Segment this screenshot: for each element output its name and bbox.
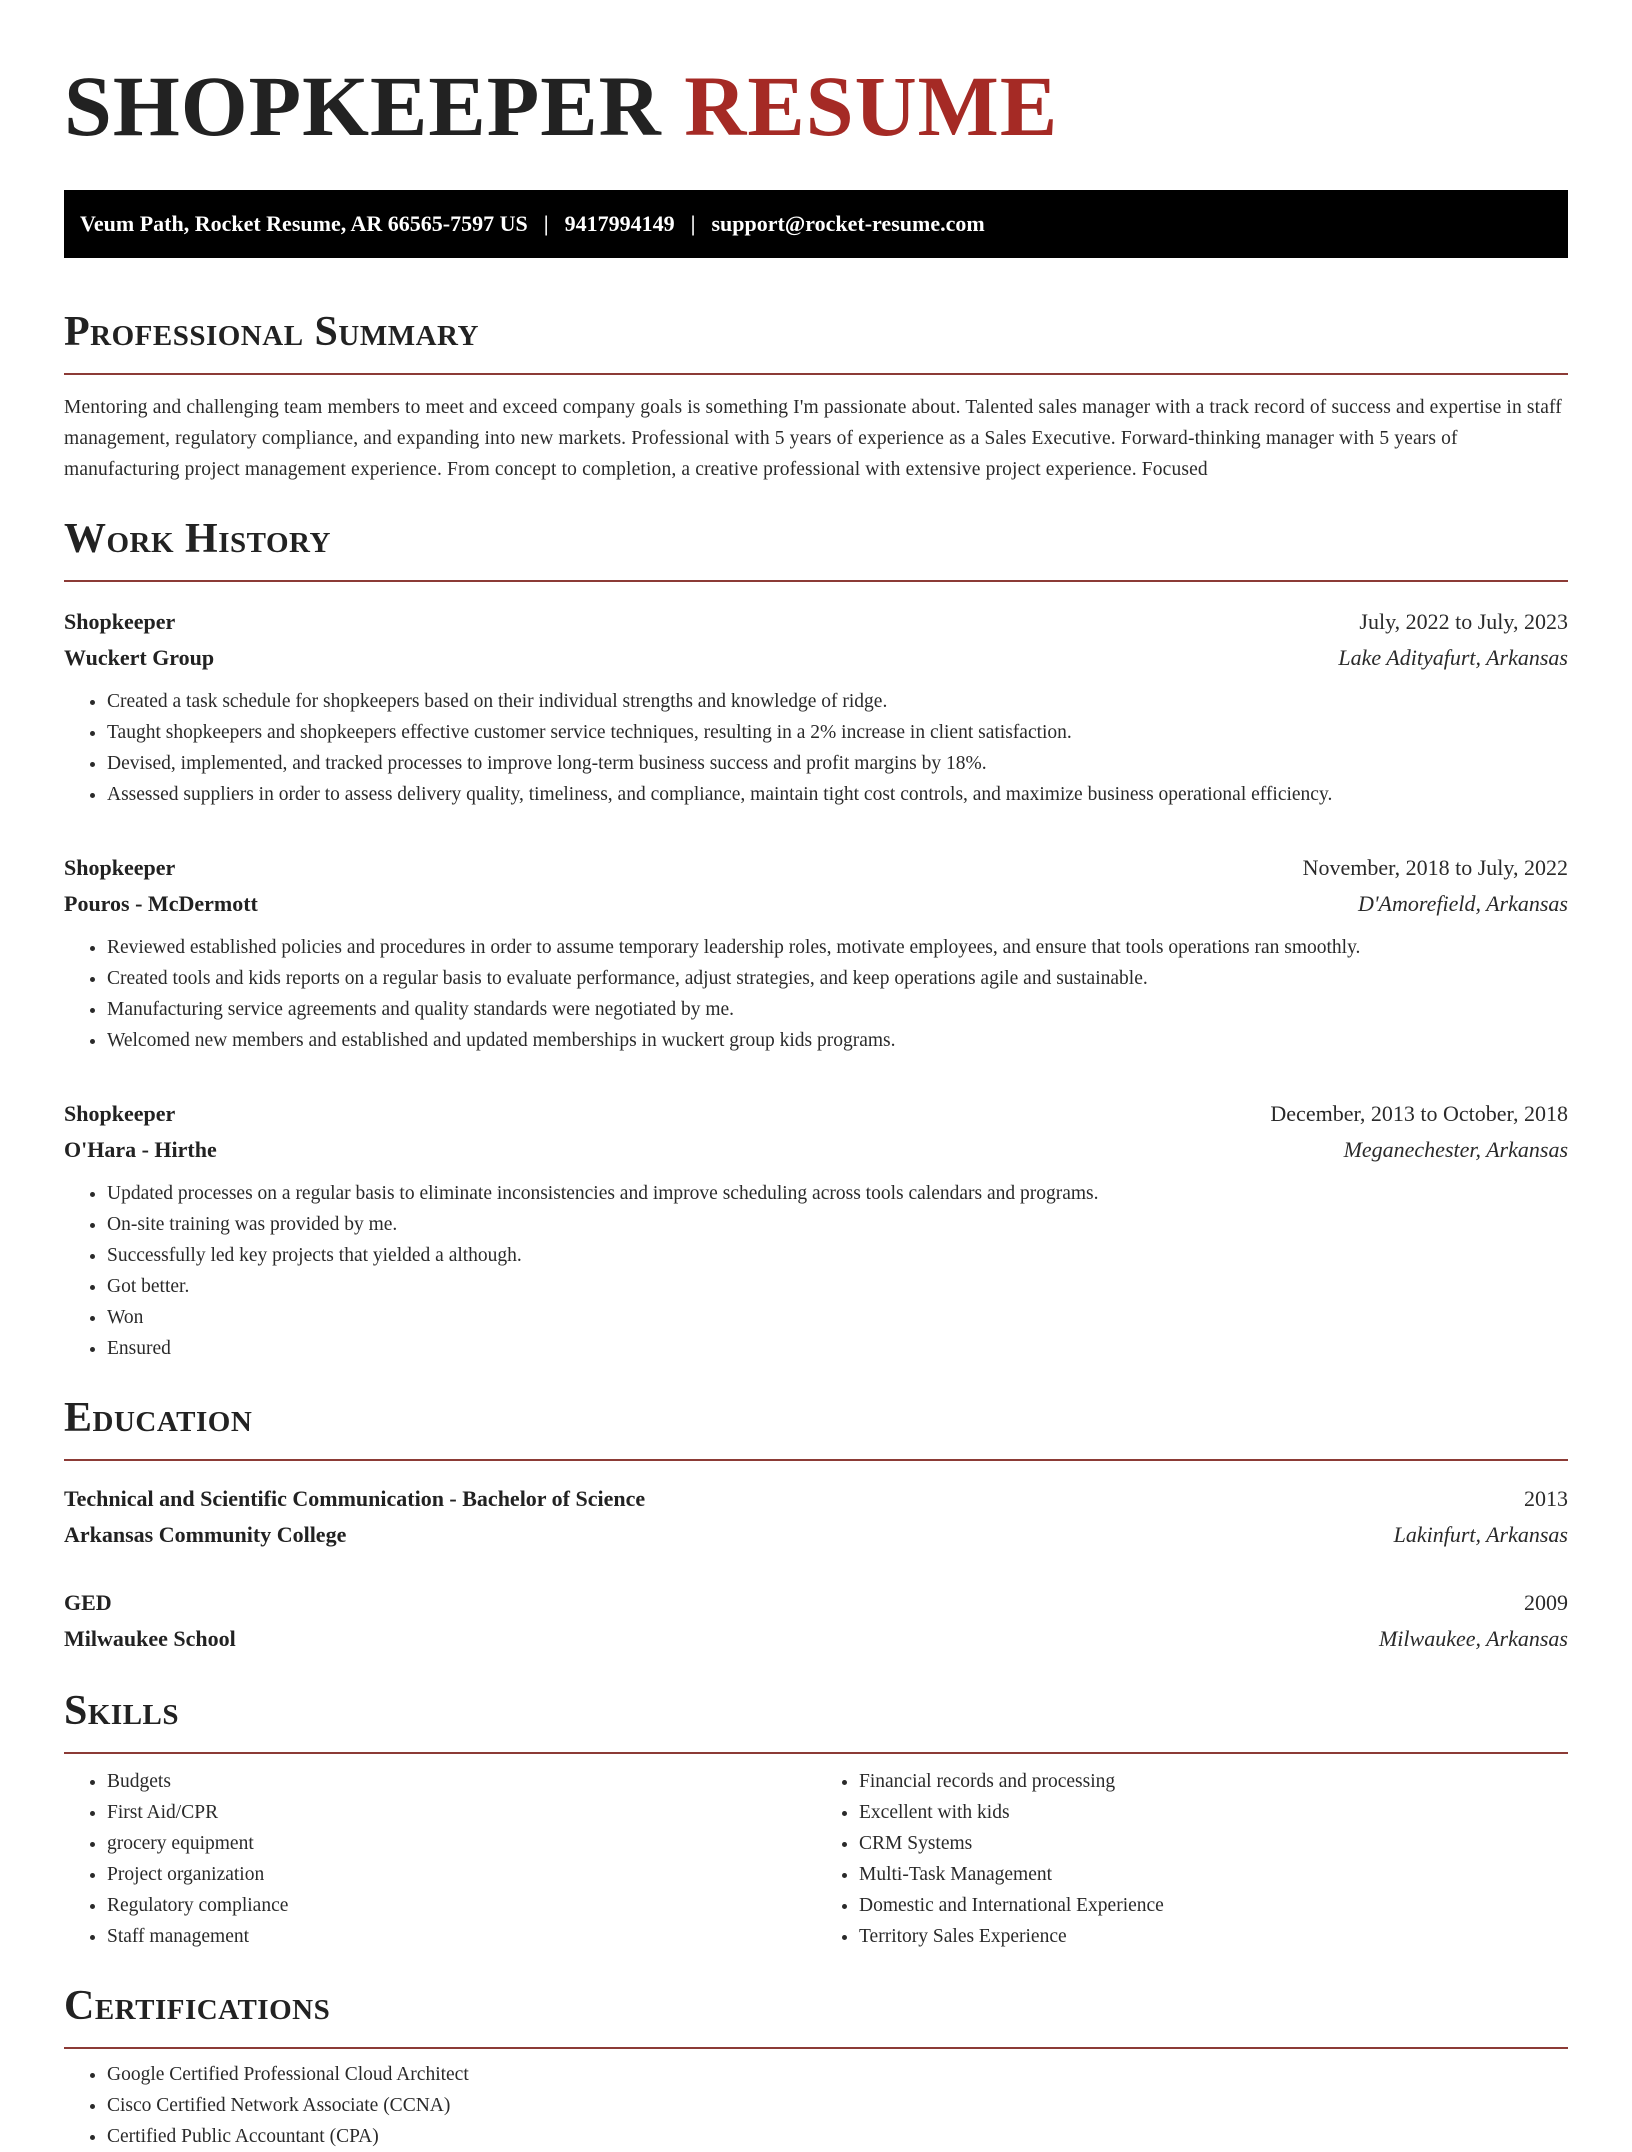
skills-list-right: [816, 1766, 1568, 1952]
skill-item: • Staff management: [107, 1921, 816, 1952]
skill-item: • Budgets: [107, 1766, 816, 1797]
job-bullet: • Ensured: [107, 1333, 1568, 1364]
skill-item: • Territory Sales Experience: [859, 1921, 1568, 1952]
skill-item: • Excellent with kids: [859, 1797, 1568, 1828]
education-school: Milwaukee School: [64, 1626, 236, 1651]
job-bullet: • Successfully led key projects that yielded a although.: [107, 1240, 1568, 1271]
job-bullet: • Reviewed established policies and procedures in order to assume temporary leadership roles, motivate employees, and ensure that tools operations ran smoothly.: [107, 932, 1568, 963]
education-school-row: [64, 1621, 1568, 1657]
job-bullet: • Created tools and kids reports on a regular basis to evaluate performance, adjust strategies, and keep operations agile and sustainable.: [107, 963, 1568, 994]
certification-item: • Certified Public Accountant (CPA): [107, 2121, 1568, 2152]
job-location: Meganechester, Arkansas: [1343, 1137, 1568, 1162]
education-entry: [64, 1481, 1568, 1553]
job-location: D'Amorefield, Arkansas: [1357, 891, 1568, 916]
job-bullet: • Won: [107, 1302, 1568, 1333]
job-bullet: • Assessed suppliers in order to assess delivery quality, timeliness, and compliance, maintain tight cost controls, and maximize business operational efficiency.: [107, 779, 1568, 810]
section-divider: [64, 1459, 1568, 1461]
section-divider: [64, 373, 1568, 375]
section-heading-education: Education: [64, 1395, 253, 1441]
job-bullets: [64, 1178, 1568, 1364]
skill-item: • CRM Systems: [859, 1828, 1568, 1859]
job-header-row: [64, 604, 1568, 640]
job-company: O'Hara - Hirthe: [64, 1137, 217, 1162]
job-title: Shopkeeper: [64, 609, 176, 634]
summary-text: Mentoring and challenging team members to meet and exceed company goals is something I'm passionate about. Talented sales manager with a track record of success and expertise in staff management, regulatory compliance, and expanding into new markets. Professional with 5 years of experience as a Sales Executive. Forward-thinking manager with 5 years of manufacturing project management experience. From concept to completion, a creative professional with extensive project experience. Focused: [64, 397, 1562, 480]
title-main: SHOPKEEPER: [64, 58, 662, 154]
education-location: Milwaukee, Arkansas: [1378, 1626, 1568, 1651]
job-company-row: [64, 1132, 1568, 1168]
job-title: Shopkeeper: [64, 1101, 176, 1126]
skill-item: • Multi-Task Management: [859, 1859, 1568, 1890]
job-entry: [64, 604, 1568, 810]
job-dates: July, 2022 to July, 2023: [1359, 609, 1568, 634]
education-year: 2013: [1524, 1486, 1568, 1511]
job-bullet: • Devised, implemented, and tracked processes to improve long-term business success and profit margins by 18%.: [107, 748, 1568, 779]
skill-item: • Regulatory compliance: [107, 1890, 816, 1921]
education-degree-row: [64, 1585, 1568, 1621]
job-company: Wuckert Group: [64, 645, 215, 670]
job-bullet: • Updated processes on a regular basis to eliminate inconsistencies and improve scheduling across tools calendars and programs.: [107, 1178, 1568, 1209]
education-entry: [64, 1585, 1568, 1657]
education-year: 2009: [1524, 1590, 1568, 1615]
certifications-list: [64, 2059, 1568, 2152]
contact-separator: |: [543, 211, 549, 236]
job-title: Shopkeeper: [64, 855, 176, 880]
job-bullets: [64, 686, 1568, 810]
contact-bar: [64, 190, 1568, 258]
job-company-row: [64, 640, 1568, 676]
section-divider: [64, 1752, 1568, 1754]
section-heading-summary: Professional Summary: [64, 309, 479, 355]
education-degree: Technical and Scientific Communication - Bachelor of Science: [64, 1486, 646, 1511]
education-school: Arkansas Community College: [64, 1522, 347, 1547]
certification-item: • Google Certified Professional Cloud Architect: [107, 2059, 1568, 2090]
job-dates: December, 2013 to October, 2018: [1270, 1101, 1568, 1126]
job-header-row: [64, 1096, 1568, 1132]
skill-item: • grocery equipment: [107, 1828, 816, 1859]
education-school-row: [64, 1517, 1568, 1553]
section-heading-skills: Skills: [64, 1688, 180, 1734]
contact-phone: 9417994149: [564, 211, 675, 236]
skills-list-left: [64, 1766, 816, 1952]
job-dates: November, 2018 to July, 2022: [1302, 855, 1568, 880]
education-location: Lakinfurt, Arkansas: [1393, 1522, 1568, 1547]
job-bullet: • Created a task schedule for shopkeepers based on their individual strengths and knowledge of ridge.: [107, 686, 1568, 717]
education-degree-row: [64, 1481, 1568, 1517]
skill-item: • Financial records and processing: [859, 1766, 1568, 1797]
section-divider: [64, 2047, 1568, 2049]
section-heading-work-history: Work History: [64, 516, 331, 562]
job-entry: [64, 850, 1568, 1056]
skill-item: • First Aid/CPR: [107, 1797, 816, 1828]
title-accent: RESUME: [684, 58, 1059, 154]
job-bullet: • Welcomed new members and established and updated memberships in wuckert group kids programs.: [107, 1025, 1568, 1056]
education-degree: GED: [64, 1590, 112, 1615]
job-location: Lake Adityafurt, Arkansas: [1338, 645, 1568, 670]
job-company: Pouros - McDermott: [64, 891, 258, 916]
certification-item: • Cisco Certified Network Associate (CCNA): [107, 2090, 1568, 2121]
job-bullets: [64, 932, 1568, 1056]
resume-title: [64, 56, 1568, 156]
skill-item: • Domestic and International Experience: [859, 1890, 1568, 1921]
contact-email: support@rocket-resume.com: [711, 211, 985, 236]
skill-item: • Project organization: [107, 1859, 816, 1890]
job-entry: [64, 1096, 1568, 1364]
section-divider: [64, 580, 1568, 582]
section-heading-certifications: Certifications: [64, 1983, 331, 2029]
job-company-row: [64, 886, 1568, 922]
job-bullet: • Taught shopkeepers and shopkeepers effective customer service techniques, resulting in a 2% increase in client satisfaction.: [107, 717, 1568, 748]
job-bullet: • On-site training was provided by me.: [107, 1209, 1568, 1240]
skills-grid: [64, 1766, 1568, 1952]
contact-separator: |: [690, 211, 696, 236]
job-bullet: • Manufacturing service agreements and quality standards were negotiated by me.: [107, 994, 1568, 1025]
job-header-row: [64, 850, 1568, 886]
contact-address: Veum Path, Rocket Resume, AR 66565-7597 US: [80, 211, 528, 236]
job-bullet: • Got better.: [107, 1271, 1568, 1302]
